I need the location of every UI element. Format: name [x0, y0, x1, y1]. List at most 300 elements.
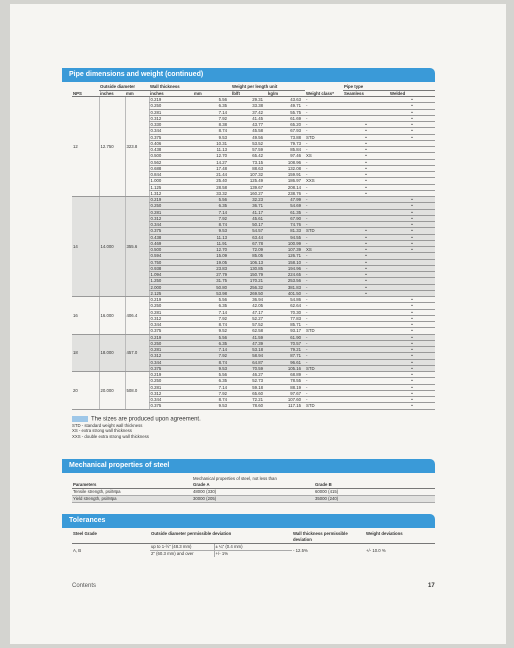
welded-cell: • — [389, 403, 435, 409]
mechanical-section-title: Mechanical properties of steel — [62, 459, 435, 473]
lb-ft-cell: 46.27 — [231, 372, 267, 378]
weight-class-cell: - — [305, 209, 343, 215]
weight-class-cell: - — [305, 284, 343, 290]
od-mm-cell: 355.6 — [125, 197, 149, 297]
od-mm-cell: 508.0 — [125, 372, 149, 410]
lb-ft-cell: 41.45 — [231, 115, 267, 121]
kg-m-cell: 54.69 — [267, 203, 305, 209]
seamless-cell: • — [343, 278, 389, 284]
lb-ft-cell: 72.09 — [231, 247, 267, 253]
weight-class-cell: - — [305, 353, 343, 359]
kg-m-cell: 158.10 — [267, 259, 305, 265]
wt-inches-cell: 0.375 — [149, 228, 193, 234]
lb-ft-cell: 53.18 — [231, 347, 267, 353]
kg-m-cell: 68.89 — [267, 372, 305, 378]
kg-m-cell: 61.69 — [267, 115, 305, 121]
wt-mm-cell: 7.92 — [193, 215, 231, 221]
seamless-cell: • — [343, 159, 389, 165]
wt-mm-cell: 8.74 — [193, 128, 231, 134]
wt-inches-cell: 0.375 — [149, 403, 193, 409]
tol-header-od: Outside diameter permissible deviation — [150, 531, 292, 544]
wt-inches-cell: 0.281 — [149, 347, 193, 353]
wt-mm-cell: 8.74 — [193, 322, 231, 328]
welded-cell: • — [389, 297, 435, 303]
lb-ft-cell: 59.18 — [231, 384, 267, 390]
wt-inches-cell: 0.344 — [149, 397, 193, 403]
wt-mm-cell: 6.35 — [193, 103, 231, 109]
kg-m-cell: 224.65 — [267, 272, 305, 278]
od-mm-cell: 323.8 — [125, 97, 149, 197]
wt-mm-cell: 7.92 — [193, 390, 231, 396]
weight-class-cell: - — [305, 97, 343, 103]
contents-link[interactable]: Contents — [72, 583, 97, 589]
wt-mm-cell: 5.56 — [193, 372, 231, 378]
seamless-cell: • — [343, 190, 389, 196]
wt-inches-cell: 0.281 — [149, 309, 193, 315]
kg-m-cell: 108.96 — [267, 159, 305, 165]
wt-mm-cell: 8.74 — [193, 359, 231, 365]
wt-inches-cell: 0.500 — [149, 153, 193, 159]
wt-mm-cell: 17.48 — [193, 165, 231, 171]
lb-ft-cell: 43.77 — [231, 122, 267, 128]
welded-cell: • — [389, 322, 435, 328]
nps-group-16 — [72, 297, 435, 335]
lb-ft-cell: 256.32 — [231, 284, 267, 290]
mech-header-parameters: Parameters — [72, 482, 192, 489]
welded-cell: • — [389, 203, 435, 209]
lb-ft-cell: 170.21 — [231, 278, 267, 284]
welded-cell: • — [389, 222, 435, 228]
weight-class-cell: - — [305, 397, 343, 403]
wt-inches-cell: 0.312 — [149, 315, 193, 321]
wt-mm-cell: 27.79 — [193, 272, 231, 278]
weight-class-cell: STD — [305, 228, 343, 234]
welded-cell: • — [389, 353, 435, 359]
kg-m-cell: 61.90 — [267, 334, 305, 340]
wt-mm-cell: 53.98 — [193, 290, 231, 296]
kg-m-cell: 88.19 — [267, 384, 305, 390]
legend-std: STD - standard weight wall thickness — [72, 422, 143, 428]
seamless-cell: • — [343, 178, 389, 184]
wt-inches-cell: 0.688 — [149, 165, 193, 171]
wt-inches-cell: 0.406 — [149, 140, 193, 146]
wt-mm-cell: 7.14 — [193, 347, 231, 353]
weight-class-cell: STD — [305, 134, 343, 140]
tol-weight: +/- 10.0 % — [366, 547, 386, 553]
wt-inches-cell: 0.844 — [149, 172, 193, 178]
lb-ft-cell: 36.71 — [231, 203, 267, 209]
header-outside-diameter: Outside diameter — [99, 84, 149, 90]
weight-class-cell: - — [305, 234, 343, 240]
kg-m-cell: 73.88 — [267, 134, 305, 140]
weight-class-cell: STD — [305, 403, 343, 409]
welded-cell: • — [389, 378, 435, 384]
mech-row-name: Tensile strength, psi/Mpa — [72, 489, 192, 496]
header-wt-mm: mm — [193, 90, 231, 97]
tolerances-table — [72, 531, 435, 557]
od-mm-cell: 457.0 — [125, 334, 149, 372]
seamless-cell: • — [343, 140, 389, 146]
mech-header-grade-a: Grade A — [192, 482, 314, 489]
mech-header-group: Mechanical properties of steel, not less than — [193, 476, 277, 481]
wt-inches-cell: 0.938 — [149, 265, 193, 271]
lb-ft-cell: 106.13 — [231, 259, 267, 265]
lb-ft-cell: 63.44 — [231, 234, 267, 240]
seamless-cell: • — [343, 147, 389, 153]
wt-mm-cell: 10.31 — [193, 140, 231, 146]
wt-mm-cell: 9.53 — [193, 228, 231, 234]
kg-m-cell: 85.71 — [267, 322, 305, 328]
kg-m-cell: 62.64 — [267, 303, 305, 309]
kg-m-cell: 126.71 — [267, 253, 305, 259]
nps-group-20 — [72, 372, 435, 410]
header-lb-ft: lb/ft — [231, 90, 267, 97]
wt-mm-cell: 11.91 — [193, 240, 231, 246]
welded-cell: • — [389, 340, 435, 346]
header-pipe-type: Pipe type — [343, 84, 435, 90]
lb-ft-cell: 50.17 — [231, 222, 267, 228]
seamless-cell: • — [343, 122, 389, 128]
weight-class-cell: - — [305, 222, 343, 228]
mech-row-grade-a: 30000 (205) — [192, 496, 314, 503]
lb-ft-cell: 73.15 — [231, 159, 267, 165]
kg-m-cell: 87.71 — [267, 353, 305, 359]
weight-class-cell: - — [305, 278, 343, 284]
weight-class-cell: STD — [305, 328, 343, 334]
weight-class-cell: - — [305, 147, 343, 153]
lb-ft-cell: 36.94 — [231, 297, 267, 303]
wt-inches-cell: 0.219 — [149, 97, 193, 103]
weight-class-cell: - — [305, 140, 343, 146]
wt-inches-cell: 0.312 — [149, 390, 193, 396]
kg-m-cell: 401.50 — [267, 290, 305, 296]
seamless-cell: • — [343, 259, 389, 265]
welded-cell: • — [389, 122, 435, 128]
lb-ft-cell: 53.52 — [231, 140, 267, 146]
kg-m-cell: 194.96 — [267, 265, 305, 271]
kg-m-cell: 94.55 — [267, 234, 305, 240]
seamless-cell: • — [343, 253, 389, 259]
lb-ft-cell: 65.60 — [231, 390, 267, 396]
weight-class-cell: - — [305, 122, 343, 128]
lb-ft-cell: 32.23 — [231, 197, 267, 203]
kg-m-cell: 67.93 — [267, 128, 305, 134]
lb-ft-cell: 41.59 — [231, 334, 267, 340]
kg-m-cell: 65.20 — [267, 122, 305, 128]
weight-class-cell: - — [305, 253, 343, 259]
wt-inches-cell: 0.281 — [149, 209, 193, 215]
kg-m-cell: 55.75 — [267, 109, 305, 115]
lb-ft-cell: 58.94 — [231, 353, 267, 359]
header-od-inches: inches — [99, 90, 125, 97]
kg-m-cell: 159.91 — [267, 172, 305, 178]
kg-m-cell: 97.46 — [267, 153, 305, 159]
wt-mm-cell: 19.05 — [193, 259, 231, 265]
seamless-cell: • — [343, 284, 389, 290]
welded-cell: • — [389, 309, 435, 315]
kg-m-cell: 47.99 — [267, 197, 305, 203]
wt-mm-cell: 7.92 — [193, 315, 231, 321]
weight-class-cell: - — [305, 159, 343, 165]
wt-mm-cell: 7.14 — [193, 309, 231, 315]
weight-class-cell: XXS — [305, 178, 343, 184]
wt-inches-cell: 0.750 — [149, 259, 193, 265]
weight-class-cell: - — [305, 340, 343, 346]
wt-inches-cell: 0.281 — [149, 384, 193, 390]
welded-cell: • — [389, 303, 435, 309]
welded-cell: • — [389, 228, 435, 234]
wt-inches-cell: 2.000 — [149, 284, 193, 290]
welded-cell: • — [389, 334, 435, 340]
header-kg-m: kg/m — [267, 90, 305, 97]
lb-ft-cell: 139.67 — [231, 184, 267, 190]
mech-row-grade-b: 60000 (415) — [314, 489, 435, 496]
kg-m-cell: 93.17 — [267, 328, 305, 334]
mech-row-name: Yield strength, psi/Mpa — [72, 496, 192, 503]
welded-cell: • — [389, 315, 435, 321]
weight-class-cell: - — [305, 303, 343, 309]
nps-cell: 20 — [72, 372, 99, 410]
kg-m-cell: 81.33 — [267, 228, 305, 234]
nps-cell: 16 — [72, 297, 99, 335]
lb-ft-cell: 47.17 — [231, 309, 267, 315]
welded-cell: • — [389, 215, 435, 221]
mechanical-properties-table — [72, 476, 435, 503]
lb-ft-cell: 72.21 — [231, 397, 267, 403]
wt-inches-cell: 0.375 — [149, 365, 193, 371]
lb-ft-cell: 45.58 — [231, 128, 267, 134]
kg-m-cell: 97.67 — [267, 390, 305, 396]
lb-ft-cell: 70.59 — [231, 365, 267, 371]
wt-mm-cell: 25.40 — [193, 178, 231, 184]
wt-inches-cell: 0.594 — [149, 253, 193, 259]
lb-ft-cell: 269.50 — [231, 290, 267, 296]
tol-header-weight: Weight deviations — [365, 531, 435, 544]
weight-class-cell: - — [305, 197, 343, 203]
weight-class-cell: - — [305, 103, 343, 109]
wt-inches-cell: 1.094 — [149, 272, 193, 278]
welded-cell: • — [389, 365, 435, 371]
header-welded: Welded — [389, 90, 435, 97]
kg-m-cell: 77.83 — [267, 315, 305, 321]
lb-ft-cell: 41.17 — [231, 209, 267, 215]
od-mm-cell: 406.4 — [125, 297, 149, 335]
weight-class-cell: - — [305, 265, 343, 271]
kg-m-cell: 79.73 — [267, 140, 305, 146]
wt-mm-cell: 7.14 — [193, 209, 231, 215]
wt-mm-cell: 31.75 — [193, 278, 231, 284]
lb-ft-cell: 160.27 — [231, 190, 267, 196]
seamless-cell: • — [343, 234, 389, 240]
wt-mm-cell: 5.56 — [193, 297, 231, 303]
lb-ft-cell: 62.58 — [231, 328, 267, 334]
welded-cell: • — [389, 390, 435, 396]
seamless-cell: • — [343, 172, 389, 178]
kg-m-cell: 107.39 — [267, 247, 305, 253]
wt-mm-cell: 6.35 — [193, 378, 231, 384]
kg-m-cell: 78.55 — [267, 378, 305, 384]
wt-mm-cell: 9.53 — [193, 403, 231, 409]
lb-ft-cell: 52.73 — [231, 378, 267, 384]
weight-class-cell: - — [305, 259, 343, 265]
wt-mm-cell: 7.92 — [193, 115, 231, 121]
weight-class-cell: - — [305, 172, 343, 178]
wt-inches-cell: 0.281 — [149, 109, 193, 115]
wt-mm-cell: 12.70 — [193, 247, 231, 253]
weight-class-cell: - — [305, 128, 343, 134]
welded-cell: • — [389, 397, 435, 403]
wt-inches-cell: 0.312 — [149, 115, 193, 121]
wt-mm-cell: 8.74 — [193, 397, 231, 403]
seamless-cell: • — [343, 247, 389, 253]
wt-mm-cell: 11.13 — [193, 147, 231, 153]
kg-m-cell: 117.15 — [267, 403, 305, 409]
lb-ft-cell: 52.27 — [231, 315, 267, 321]
wt-inches-cell: 2.125 — [149, 290, 193, 296]
kg-m-cell: 61.35 — [267, 209, 305, 215]
wt-mm-cell: 9.53 — [193, 134, 231, 140]
seamless-cell: • — [343, 128, 389, 134]
header-wt-inches: inches — [149, 90, 193, 97]
wt-mm-cell: 21.44 — [193, 172, 231, 178]
lb-ft-cell: 57.52 — [231, 322, 267, 328]
wt-mm-cell: 12.70 — [193, 153, 231, 159]
weight-class-cell: - — [305, 372, 343, 378]
seamless-cell — [343, 403, 389, 409]
lb-ft-cell: 29.31 — [231, 97, 267, 103]
wt-inches-cell: 0.375 — [149, 134, 193, 140]
seamless-cell: • — [343, 134, 389, 140]
pipe-dimensions-table — [72, 84, 435, 410]
wt-mm-cell: 50.80 — [193, 284, 231, 290]
weight-class-cell: XS — [305, 247, 343, 253]
wt-mm-cell: 5.56 — [193, 334, 231, 340]
weight-class-cell: - — [305, 322, 343, 328]
wt-inches-cell: 0.562 — [149, 159, 193, 165]
wt-inches-cell: 0.438 — [149, 147, 193, 153]
lb-ft-cell: 78.60 — [231, 403, 267, 409]
wt-inches-cell: 1.250 — [149, 278, 193, 284]
kg-m-cell: 381.83 — [267, 284, 305, 290]
weight-class-cell: - — [305, 347, 343, 353]
wt-mm-cell: 33.32 — [193, 190, 231, 196]
agreement-swatch — [72, 416, 88, 422]
wt-mm-cell: 14.27 — [193, 159, 231, 165]
weight-class-cell: - — [305, 378, 343, 384]
weight-class-cell: - — [305, 215, 343, 221]
weight-class-cell: - — [305, 109, 343, 115]
seamless-cell: • — [343, 153, 389, 159]
lb-ft-cell: 150.79 — [231, 272, 267, 278]
kg-m-cell: 85.84 — [267, 147, 305, 153]
lb-ft-cell: 88.63 — [231, 165, 267, 171]
welded-cell: • — [389, 372, 435, 378]
kg-m-cell: 70.30 — [267, 309, 305, 315]
wt-inches-cell: 0.500 — [149, 247, 193, 253]
seamless-cell: • — [343, 240, 389, 246]
lb-ft-cell: 42.05 — [231, 303, 267, 309]
pipe-section-title: Pipe dimensions and weight (continued) — [62, 68, 435, 82]
od-inches-cell: 20.000 — [99, 372, 125, 410]
wt-mm-cell: 7.14 — [193, 109, 231, 115]
wt-mm-cell: 28.58 — [193, 184, 231, 190]
tol-od2-range: 2" (60.3 mm) and over — [150, 551, 214, 558]
seamless-cell: • — [343, 228, 389, 234]
od-inches-cell: 14.000 — [99, 197, 125, 297]
weight-class-cell: - — [305, 290, 343, 296]
weight-class-cell: - — [305, 240, 343, 246]
weight-class-cell: - — [305, 359, 343, 365]
od-inches-cell: 12.750 — [99, 97, 125, 197]
wt-inches-cell: 0.344 — [149, 222, 193, 228]
header-nps: NPS — [72, 84, 99, 97]
wt-inches-cell: 0.250 — [149, 203, 193, 209]
weight-class-cell: - — [305, 190, 343, 196]
welded-cell: • — [389, 359, 435, 365]
wt-mm-cell: 5.56 — [193, 197, 231, 203]
kg-m-cell: 54.86 — [267, 297, 305, 303]
kg-m-cell: 96.61 — [267, 359, 305, 365]
wt-mm-cell: 8.74 — [193, 222, 231, 228]
wt-inches-cell: 1.000 — [149, 178, 193, 184]
lb-ft-cell: 54.57 — [231, 228, 267, 234]
wt-inches-cell: 0.250 — [149, 303, 193, 309]
legend-xs: XS - extra strong wall thickness — [72, 428, 132, 434]
tol-header-wall: Wall thickness permissible deviation — [292, 531, 365, 544]
kg-m-cell: 100.99 — [267, 240, 305, 246]
kg-m-cell: 79.21 — [267, 347, 305, 353]
wt-inches-cell: 0.219 — [149, 297, 193, 303]
seamless-cell: • — [343, 272, 389, 278]
legend-xxs: XXS - double extra strong wall thickness — [72, 433, 149, 439]
mech-row-grade-a: 48000 (330) — [192, 489, 314, 496]
tol-od1-range: up to 1-½" (48.3 mm) — [150, 544, 214, 551]
legend-agreement: The sizes are produced upon agreement. — [91, 416, 201, 423]
lb-ft-cell: 85.05 — [231, 253, 267, 259]
weight-class-cell: - — [305, 297, 343, 303]
weight-class-cell: XS — [305, 153, 343, 159]
wt-inches-cell: 0.375 — [149, 328, 193, 334]
tol-od2-dev: +/- 1% — [215, 551, 229, 556]
wt-inches-cell: 0.344 — [149, 128, 193, 134]
tol-wall: - 12.5% — [293, 547, 308, 553]
welded-cell: • — [389, 384, 435, 390]
lb-ft-cell: 130.85 — [231, 265, 267, 271]
welded-cell: • — [389, 97, 435, 103]
wt-inches-cell: 0.312 — [149, 353, 193, 359]
weight-class-cell: - — [305, 334, 343, 340]
wt-inches-cell: 0.219 — [149, 372, 193, 378]
header-od-mm: mm — [125, 90, 149, 97]
wt-mm-cell: 9.52 — [193, 328, 231, 334]
seamless-cell: • — [343, 184, 389, 190]
weight-class-cell: - — [305, 203, 343, 209]
nps-group-12 — [72, 97, 435, 197]
weight-class-cell: - — [305, 390, 343, 396]
kg-m-cell: 107.60 — [267, 397, 305, 403]
seamless-cell: • — [343, 290, 389, 296]
wt-inches-cell: 0.330 — [149, 122, 193, 128]
wt-mm-cell: 15.09 — [193, 253, 231, 259]
welded-cell: • — [389, 247, 435, 253]
lb-ft-cell: 49.56 — [231, 134, 267, 140]
kg-m-cell: 70.57 — [267, 340, 305, 346]
header-seamless: Seamless — [343, 90, 389, 97]
lb-ft-cell: 67.78 — [231, 240, 267, 246]
welded-cell: • — [389, 240, 435, 246]
welded-cell: • — [389, 103, 435, 109]
lb-ft-cell: 125.49 — [231, 178, 267, 184]
